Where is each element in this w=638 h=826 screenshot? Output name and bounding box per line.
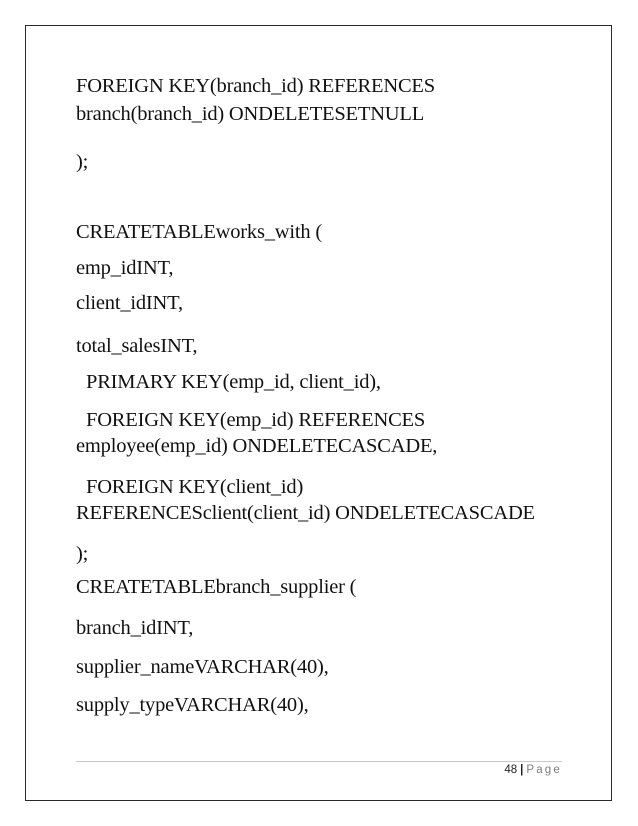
code-line: FOREIGN KEY(branch_id) REFERENCES — [76, 75, 435, 97]
code-line: FOREIGN KEY(client_id) — [86, 476, 304, 498]
page-footer — [504, 764, 562, 776]
code-line: supply_typeVARCHAR(40), — [76, 694, 309, 716]
code-line: branch_idINT, — [76, 617, 194, 639]
code-line: ); — [76, 151, 89, 173]
code-line: total_salesINT, — [76, 335, 198, 357]
code-line: supplier_nameVARCHAR(40), — [76, 656, 329, 678]
code-line: client_idINT, — [76, 292, 183, 314]
page-label: Page — [526, 764, 562, 776]
page-number: 48 — [504, 764, 518, 776]
code-line: CREATETABLEbranch_supplier ( — [76, 576, 357, 598]
code-line: ); — [76, 543, 89, 565]
footer-rule — [76, 761, 562, 762]
code-line: employee(emp_id) ONDELETECASCADE, — [76, 435, 438, 457]
code-line: emp_idINT, — [76, 257, 174, 279]
code-line: CREATETABLEworks_with ( — [76, 221, 323, 243]
page-separator: | — [520, 764, 524, 776]
code-line: branch(branch_id) ONDELETESETNULL — [76, 103, 425, 125]
code-line: REFERENCESclient(client_id) ONDELETECASCADE — [76, 502, 535, 524]
code-line: PRIMARY KEY(emp_id, client_id), — [86, 371, 381, 393]
code-line: FOREIGN KEY(emp_id) REFERENCES — [86, 409, 426, 431]
